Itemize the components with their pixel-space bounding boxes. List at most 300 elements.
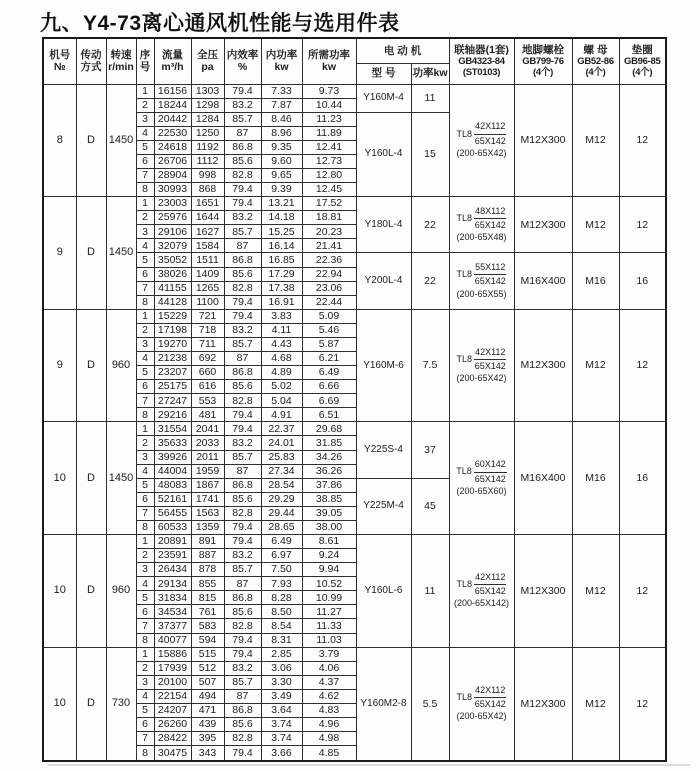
efficiency-cell: 83.2: [224, 549, 261, 563]
col-header-internal-power: [261, 38, 302, 84]
speed-cell: 1450: [106, 84, 136, 197]
efficiency-cell: 85.6: [224, 380, 261, 394]
efficiency-cell: 83.2: [224, 98, 261, 112]
efficiency-cell: 83.2: [224, 323, 261, 337]
table-row: [43, 535, 666, 549]
efficiency-cell: 82.8: [224, 619, 261, 633]
flow-cell: 31834: [154, 591, 191, 605]
required-power-cell: 34.26: [302, 450, 356, 464]
internal-power-cell: 3.49: [261, 689, 302, 703]
pressure-cell: 1359: [191, 520, 224, 534]
washer-cell: 12: [619, 647, 666, 761]
anchor-bolt-cell: M12X300: [514, 84, 572, 197]
col-header-efficiency: [224, 38, 261, 84]
coupling-fraction: [474, 685, 506, 711]
internal-power-cell: 9.60: [261, 154, 302, 168]
serial-cell: 6: [136, 718, 154, 732]
flow-cell: 26260: [154, 718, 191, 732]
required-power-cell: 29.68: [302, 422, 356, 436]
pressure-cell: 1100: [191, 295, 224, 309]
efficiency-cell: 85.6: [224, 492, 261, 506]
machine-no-cell: 10: [43, 535, 76, 648]
required-power-cell: 10.52: [302, 577, 356, 591]
flow-cell: 38026: [154, 267, 191, 281]
pressure-cell: 512: [191, 661, 224, 675]
internal-power-cell: 13.21: [261, 197, 302, 211]
pressure-cell: 1298: [191, 98, 224, 112]
serial-cell: 5: [136, 703, 154, 717]
coupling-note: (200-65X55): [456, 288, 507, 299]
col-header-speed-line: r/min: [108, 61, 134, 74]
efficiency-cell: 82.8: [224, 168, 261, 182]
washer-cell: 16: [619, 253, 666, 309]
serial-cell: 7: [136, 281, 154, 295]
coupling-fraction-row: [457, 121, 507, 147]
machine-no-cell: 9: [43, 309, 76, 422]
internal-power-cell: 3.30: [261, 675, 302, 689]
required-power-cell: 20.23: [302, 225, 356, 239]
motor-model-cell: Y160L-4: [356, 112, 411, 196]
flow-cell: 35052: [154, 253, 191, 267]
speed-cell: 960: [106, 309, 136, 422]
flow-cell: 37377: [154, 619, 191, 633]
col-header-washer-line: (4个): [632, 67, 653, 79]
flow-cell: 15229: [154, 309, 191, 323]
washer-cell: 12: [619, 84, 666, 197]
pressure-cell: 1250: [191, 126, 224, 140]
required-power-cell: 36.26: [302, 464, 356, 478]
drive-mode-cell: D: [76, 197, 106, 310]
scan-shadow-line: [48, 764, 690, 766]
internal-power-cell: 29.29: [261, 492, 302, 506]
required-power-cell: 6.66: [302, 380, 356, 394]
serial-cell: 2: [136, 549, 154, 563]
col-header-efficiency-line: %: [237, 61, 248, 74]
coupling-fraction-row: [457, 572, 507, 598]
flow-cell: 25175: [154, 380, 191, 394]
coupling-numerator: 42X112: [474, 685, 506, 698]
required-power-cell: 38.85: [302, 492, 356, 506]
internal-power-cell: 25.83: [261, 450, 302, 464]
coupling-numerator: 48X112: [474, 206, 506, 219]
col-header-flow-line: 流量: [162, 48, 183, 61]
table-body: [43, 84, 666, 761]
pressure-cell: 855: [191, 577, 224, 591]
serial-cell: 8: [136, 746, 154, 761]
efficiency-cell: 86.8: [224, 478, 261, 492]
required-power-cell: 5.09: [302, 309, 356, 323]
internal-power-cell: 3.06: [261, 661, 302, 675]
coupling-note: (200-65X42): [456, 147, 507, 158]
motor-power-cell: 22: [411, 253, 449, 309]
coupling-fraction-row: [457, 347, 507, 373]
efficiency-cell: 82.8: [224, 281, 261, 295]
efficiency-cell: 87: [224, 689, 261, 703]
flow-cell: 25976: [154, 211, 191, 225]
col-header-speed-line: 转速: [110, 48, 132, 61]
col-header-coupling-line: 联轴器(1套): [454, 43, 509, 56]
coupling-fraction: [474, 572, 506, 598]
table-header: [43, 38, 666, 84]
col-header-flow-line: m³/h: [161, 61, 184, 74]
flow-cell: 40077: [154, 633, 191, 647]
efficiency-cell: 85.7: [224, 675, 261, 689]
pressure-cell: 998: [191, 168, 224, 182]
required-power-cell: 22.36: [302, 253, 356, 267]
machine-no-cell: 10: [43, 647, 76, 761]
required-power-cell: 4.83: [302, 703, 356, 717]
required-power-cell: 4.37: [302, 675, 356, 689]
coupling-denominator: 65X142: [474, 276, 506, 287]
required-power-cell: 11.23: [302, 112, 356, 126]
efficiency-cell: 83.2: [224, 436, 261, 450]
internal-power-cell: 16.14: [261, 239, 302, 253]
efficiency-cell: 85.7: [224, 112, 261, 126]
motor-power-cell: 11: [411, 84, 449, 112]
pressure-cell: 1265: [191, 281, 224, 295]
col-header-anchor-bolt: [514, 38, 572, 84]
required-power-cell: 9.94: [302, 563, 356, 577]
washer-cell: 16: [619, 422, 666, 535]
motor-model-cell: Y200L-4: [356, 253, 411, 309]
required-power-cell: 6.69: [302, 394, 356, 408]
coupling-type: TL8: [456, 692, 473, 703]
serial-cell: 8: [136, 295, 154, 309]
serial-cell: 1: [136, 422, 154, 436]
required-power-cell: 5.87: [302, 337, 356, 351]
efficiency-cell: 86.8: [224, 140, 261, 154]
table-row: [43, 647, 666, 661]
nut-cell: M12: [572, 197, 619, 253]
col-header-nut-line: 螺 母: [583, 43, 608, 56]
anchor-bolt-cell: M12X300: [514, 197, 572, 253]
col-header-washer: [619, 38, 666, 84]
motor-power-cell: 5.5: [411, 647, 449, 761]
motor-power-cell: 15: [411, 112, 449, 196]
internal-power-cell: 8.46: [261, 112, 302, 126]
internal-power-cell: 16.85: [261, 253, 302, 267]
coupling-type: TL8: [456, 579, 473, 590]
required-power-cell: 37.86: [302, 478, 356, 492]
flow-cell: 30993: [154, 183, 191, 197]
flow-cell: 39926: [154, 450, 191, 464]
motor-power-cell: 7.5: [411, 309, 449, 422]
coupling-fraction-row: [457, 206, 507, 232]
col-header-drive-mode-line: 传动: [80, 48, 102, 61]
serial-cell: 3: [136, 563, 154, 577]
coupling-fraction: [474, 459, 507, 485]
pressure-cell: 1651: [191, 197, 224, 211]
coupling-cell: [449, 253, 514, 309]
required-power-cell: 8.61: [302, 535, 356, 549]
efficiency-cell: 85.7: [224, 563, 261, 577]
col-header-nut: [572, 38, 619, 84]
machine-no-cell: 10: [43, 422, 76, 535]
pressure-cell: 660: [191, 366, 224, 380]
serial-cell: 4: [136, 351, 154, 365]
efficiency-cell: 79.4: [224, 535, 261, 549]
internal-power-cell: 8.54: [261, 619, 302, 633]
coupling-spec: [450, 206, 514, 244]
washer-cell: 12: [619, 197, 666, 253]
required-power-cell: 22.94: [302, 267, 356, 281]
flow-cell: 44004: [154, 464, 191, 478]
internal-power-cell: 9.39: [261, 183, 302, 197]
table-row: [43, 309, 666, 323]
serial-cell: 2: [136, 436, 154, 450]
internal-power-cell: 3.83: [261, 309, 302, 323]
serial-cell: 6: [136, 492, 154, 506]
motor-power-cell: 22: [411, 197, 449, 253]
serial-cell: 7: [136, 506, 154, 520]
flow-cell: 28904: [154, 168, 191, 182]
required-power-cell: 4.96: [302, 718, 356, 732]
efficiency-cell: 79.4: [224, 520, 261, 534]
pressure-cell: 868: [191, 183, 224, 197]
efficiency-cell: 83.2: [224, 211, 261, 225]
serial-cell: 7: [136, 168, 154, 182]
pressure-cell: 721: [191, 309, 224, 323]
internal-power-cell: 4.91: [261, 408, 302, 422]
nut-cell: M12: [572, 309, 619, 422]
serial-cell: 4: [136, 239, 154, 253]
required-power-cell: 11.27: [302, 605, 356, 619]
col-header-flow: [154, 38, 191, 84]
flow-cell: 19270: [154, 337, 191, 351]
internal-power-cell: 24.01: [261, 436, 302, 450]
coupling-note: (200-65X42): [456, 711, 507, 722]
pressure-cell: 1644: [191, 211, 224, 225]
efficiency-cell: 87: [224, 126, 261, 140]
speed-cell: 730: [106, 647, 136, 761]
internal-power-cell: 5.02: [261, 380, 302, 394]
coupling-numerator: 60X142: [474, 459, 507, 472]
coupling-cell: [449, 309, 514, 422]
coupling-type: TL8: [456, 213, 473, 224]
internal-power-cell: 8.31: [261, 633, 302, 647]
required-power-cell: 4.85: [302, 746, 356, 761]
col-header-required-power-line: 所需功率: [308, 48, 350, 61]
required-power-cell: 18.81: [302, 211, 356, 225]
coupling-fraction-row: [456, 459, 507, 485]
internal-power-cell: 3.74: [261, 732, 302, 746]
pressure-cell: 891: [191, 535, 224, 549]
serial-cell: 7: [136, 394, 154, 408]
col-header-anchor-bolt-line: (4个): [533, 67, 553, 79]
pressure-cell: 1584: [191, 239, 224, 253]
coupling-fraction: [474, 262, 506, 288]
washer-cell: 12: [619, 309, 666, 422]
coupling-denominator: 65X142: [474, 586, 506, 597]
coupling-spec: [450, 459, 514, 497]
motor-model-cell: Y160M-4: [356, 84, 411, 112]
serial-cell: 2: [136, 323, 154, 337]
pressure-cell: 1959: [191, 464, 224, 478]
internal-power-cell: 2.85: [261, 647, 302, 661]
flow-cell: 26706: [154, 154, 191, 168]
serial-cell: 2: [136, 661, 154, 675]
pressure-cell: 515: [191, 647, 224, 661]
flow-cell: 17939: [154, 661, 191, 675]
flow-cell: 22154: [154, 689, 191, 703]
pressure-cell: 692: [191, 351, 224, 365]
internal-power-cell: 6.97: [261, 549, 302, 563]
internal-power-cell: 27.34: [261, 464, 302, 478]
internal-power-cell: 6.49: [261, 535, 302, 549]
coupling-denominator: 65X142: [474, 220, 506, 231]
serial-cell: 1: [136, 535, 154, 549]
pressure-cell: 507: [191, 675, 224, 689]
flow-cell: 60533: [154, 520, 191, 534]
coupling-denominator: 65X142: [474, 135, 506, 146]
required-power-cell: 9.24: [302, 549, 356, 563]
pressure-cell: 2011: [191, 450, 224, 464]
drive-mode-cell: D: [76, 84, 106, 197]
pressure-cell: 594: [191, 633, 224, 647]
flow-cell: 24207: [154, 703, 191, 717]
efficiency-cell: 85.6: [224, 267, 261, 281]
flow-cell: 17198: [154, 323, 191, 337]
pressure-cell: 439: [191, 718, 224, 732]
flow-cell: 44128: [154, 295, 191, 309]
serial-cell: 8: [136, 633, 154, 647]
flow-cell: 34534: [154, 605, 191, 619]
nut-cell: M12: [572, 647, 619, 761]
pressure-cell: 553: [191, 394, 224, 408]
coupling-type: TL8: [456, 466, 472, 477]
machine-no-cell: 9: [43, 197, 76, 310]
pressure-cell: 1511: [191, 253, 224, 267]
flow-cell: 48083: [154, 478, 191, 492]
motor-power-cell: 37: [411, 422, 449, 478]
col-header-nut-line: GB52-86: [577, 56, 614, 68]
efficiency-cell: 86.8: [224, 253, 261, 267]
efficiency-cell: 79.4: [224, 408, 261, 422]
col-header-machine-no-line: №: [53, 61, 66, 74]
serial-cell: 8: [136, 520, 154, 534]
required-power-cell: 22.44: [302, 295, 356, 309]
flow-cell: 26434: [154, 563, 191, 577]
flow-cell: 35633: [154, 436, 191, 450]
pressure-cell: 1627: [191, 225, 224, 239]
pressure-cell: 1741: [191, 492, 224, 506]
coupling-numerator: 55X112: [474, 262, 506, 275]
required-power-cell: 6.49: [302, 366, 356, 380]
pressure-cell: 471: [191, 703, 224, 717]
serial-cell: 5: [136, 591, 154, 605]
coupling-fraction-row: [457, 262, 507, 288]
required-power-cell: 4.06: [302, 661, 356, 675]
nut-cell: M12: [572, 84, 619, 197]
serial-cell: 6: [136, 154, 154, 168]
internal-power-cell: 17.29: [261, 267, 302, 281]
required-power-cell: 4.98: [302, 732, 356, 746]
efficiency-cell: 86.8: [224, 366, 261, 380]
pressure-cell: 343: [191, 746, 224, 761]
efficiency-cell: 85.7: [224, 225, 261, 239]
pressure-cell: 583: [191, 619, 224, 633]
serial-cell: 2: [136, 211, 154, 225]
efficiency-cell: 85.7: [224, 337, 261, 351]
motor-model-cell: Y225M-4: [356, 478, 411, 534]
flow-cell: 16156: [154, 84, 191, 98]
col-header-efficiency-line: 内效率: [226, 48, 259, 61]
serial-cell: 4: [136, 689, 154, 703]
required-power-cell: 6.51: [302, 408, 356, 422]
motor-model-cell: Y180L-4: [356, 197, 411, 253]
efficiency-cell: 79.4: [224, 84, 261, 98]
pressure-cell: 395: [191, 732, 224, 746]
col-header-motor-model: 型 号: [356, 63, 411, 84]
coupling-spec: [450, 572, 514, 610]
internal-power-cell: 3.74: [261, 718, 302, 732]
coupling-numerator: 42X112: [474, 572, 506, 585]
coupling-denominator: 65X142: [474, 699, 506, 710]
coupling-cell: [449, 84, 514, 197]
required-power-cell: 9.73: [302, 84, 356, 98]
col-header-anchor-bolt-line: GB799-76: [522, 56, 564, 68]
motor-model-cell: Y160M2-8: [356, 647, 411, 761]
efficiency-cell: 79.4: [224, 183, 261, 197]
col-header-washer-line: GB96-85: [624, 56, 661, 68]
required-power-cell: 5.46: [302, 323, 356, 337]
pressure-cell: 481: [191, 408, 224, 422]
washer-cell: 12: [619, 535, 666, 648]
efficiency-cell: 82.8: [224, 394, 261, 408]
coupling-denominator: 65X142: [474, 360, 506, 371]
serial-cell: 1: [136, 197, 154, 211]
col-header-coupling-line: (ST0103): [462, 67, 501, 79]
motor-model-cell: Y160L-6: [356, 535, 411, 648]
required-power-cell: 12.41: [302, 140, 356, 154]
required-power-cell: 10.44: [302, 98, 356, 112]
required-power-cell: 10.99: [302, 591, 356, 605]
internal-power-cell: 16.91: [261, 295, 302, 309]
drive-mode-cell: D: [76, 422, 106, 535]
internal-power-cell: 9.35: [261, 140, 302, 154]
page-title: 九、Y4-73离心通风机性能与选用件表: [40, 12, 400, 35]
coupling-cell: [449, 422, 514, 535]
anchor-bolt-cell: M12X300: [514, 535, 572, 648]
required-power-cell: 23.06: [302, 281, 356, 295]
flow-cell: 29134: [154, 577, 191, 591]
serial-cell: 1: [136, 647, 154, 661]
internal-power-cell: 4.43: [261, 337, 302, 351]
anchor-bolt-cell: M16X400: [514, 253, 572, 309]
internal-power-cell: 4.68: [261, 351, 302, 365]
efficiency-cell: 83.2: [224, 661, 261, 675]
serial-cell: 1: [136, 309, 154, 323]
serial-cell: 8: [136, 408, 154, 422]
nut-cell: M12: [572, 535, 619, 648]
internal-power-cell: 8.96: [261, 126, 302, 140]
coupling-fraction: [474, 206, 506, 232]
flow-cell: 41155: [154, 281, 191, 295]
coupling-note: (200-65X142): [453, 598, 510, 609]
pressure-cell: 1563: [191, 506, 224, 520]
col-header-machine-no: [43, 38, 76, 84]
required-power-cell: 31.85: [302, 436, 356, 450]
machine-no-cell: 8: [43, 84, 76, 197]
pressure-cell: 711: [191, 337, 224, 351]
table-row: [43, 197, 666, 211]
motor-power-cell: 11: [411, 535, 449, 648]
internal-power-cell: 5.04: [261, 394, 302, 408]
internal-power-cell: 8.28: [261, 591, 302, 605]
pressure-cell: 761: [191, 605, 224, 619]
coupling-fraction-row: [457, 685, 507, 711]
nut-cell: M16: [572, 422, 619, 535]
